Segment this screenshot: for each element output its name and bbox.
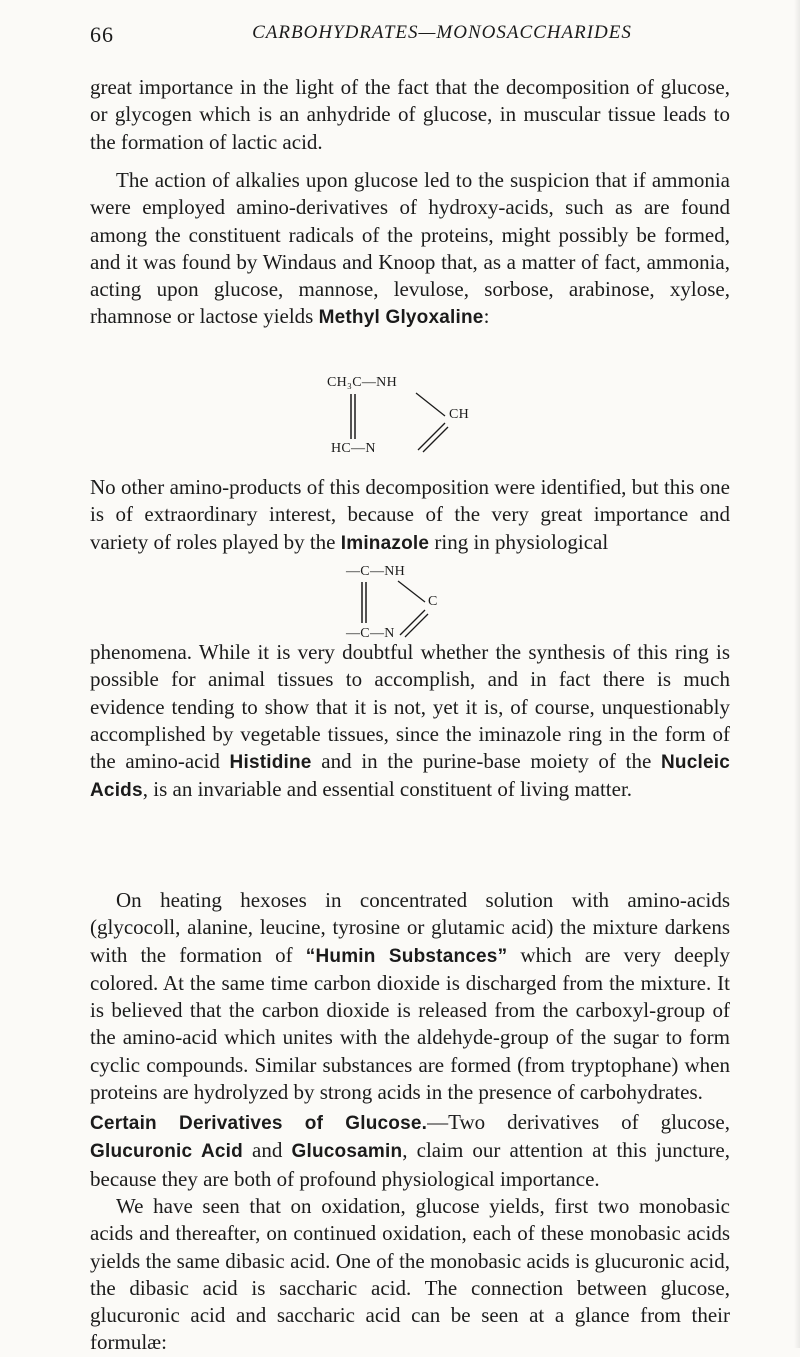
paragraph-6-dash: —Two derivatives of glucose, <box>427 1110 730 1134</box>
paragraph-5 <box>90 887 730 1106</box>
paragraph-2 <box>90 167 730 332</box>
paragraph-1 <box>90 74 730 156</box>
formula-1-right: CH <box>449 407 470 422</box>
paragraph-5-after: which are very deeply colored. At the same time carbon dioxide is discharged from the mixture. It is believed that the carbon dioxide is released from the carboxyl-group of the amino-acid which unites with the aldehyde-group of the sugar to form cyclic compounds. Similar substances are formed (from tryptophane) when proteins are hydrolyzed by strong acids in the presence of carbohydrates. <box>90 942 730 1105</box>
page-number: 66 <box>90 22 114 47</box>
term-humin-substances: “Humin Substances” <box>305 945 508 967</box>
methyl-glyoxaline-formula <box>327 376 547 480</box>
formula-1-bonds <box>327 376 547 480</box>
paragraph-5-before: On heating hexoses in concentrated solution with amino-acids (glycocoll, alanine, leucine, tyrosine or glutamic acid) the mixture darkens with the formation of <box>90 888 730 967</box>
term-glucosamin: Glucosamin <box>291 1141 403 1163</box>
scan-edge-shadow <box>794 0 800 1348</box>
paragraph-6 <box>90 1109 730 1193</box>
paragraph-2-before: The action of alkalies upon glucose led to the suspicion that if ammonia were employed amino-derivatives of hydroxy-acids, such as are found among the constituent radicals of the proteins, might possibly be formed, and it was found by Windaus and Knoop that, as a matter of fact, ammonia, acting upon glucose, mannose, levulose, sorbose, arabinose, xylose, rhamnose or lactose yields <box>90 168 730 329</box>
paragraph-4 <box>90 639 730 805</box>
section-heading: Certain Derivatives of Glucose. <box>90 1113 428 1134</box>
formula-1-top: CH₃C—NH <box>327 375 397 390</box>
paragraph-3-after: ring in physiological <box>429 529 609 554</box>
paragraph-4-before: phenomena. While it is very doubtful whether the synthesis of this ring is possible for animal tissues to accomplish, and in fact there is much evidence tending to show that it is not, yet it is, of course, unquestionably accomplished by vegetable tissues, since the iminazole ring in the form of the amino-acid <box>90 640 730 774</box>
paragraph-7-text: We have seen that on oxidation, glucose yields, first two monobasic acids and thereafter, on continued oxidation, each of these monobasic acids yields the same dibasic acid. One of the monobasic acids is glucuronic acid, the dibasic acid is saccharic acid. The connection between glucose, glucuronic acid and saccharic acid can be seen at a glance from their formulæ: <box>90 1194 730 1355</box>
term-iminazole: Iminazole <box>340 532 430 554</box>
running-title: CARBOHYDRATES—MONOSACCHARIDES <box>252 22 632 43</box>
term-histidine: Histidine <box>229 752 312 774</box>
formula-2-top: —C—NH <box>346 564 406 579</box>
paragraph-7 <box>90 1193 730 1357</box>
paragraph-2-after: : <box>483 304 490 329</box>
term-glucuronic-acid: Glucuronic Acid <box>90 1141 243 1163</box>
paragraph-6-after: , claim our attention at this juncture, because they are both of profound physiological importance. <box>90 1138 730 1191</box>
running-head <box>0 22 800 54</box>
paragraph-3-before: No other amino-products of this decomposition were identified, but this one is of extraordinary interest, because of the very great importance and variety of roles played by the <box>90 475 730 554</box>
formula-2-bottom: —C—N <box>346 626 395 641</box>
paragraph-1-text: great importance in the light of the fact that the decomposition of glucose, or glycogen which is an anhydride of glucose, in muscular tissue leads to the formation of lactic acid. <box>90 75 730 154</box>
term-nucleic-acids: Nucleic Acids <box>90 752 730 802</box>
paragraph-4-after: , is an invariable and essential constituent of living matter. <box>142 777 633 802</box>
term-methyl-glyoxaline: Methyl Glyoxaline <box>318 307 484 329</box>
paragraph-3 <box>90 474 730 557</box>
paragraph-6-middle: and <box>242 1138 292 1163</box>
formula-1-bottom: HC—N <box>331 441 376 456</box>
formula-2-right: C <box>428 594 438 609</box>
paragraph-4-middle: and in the purine-base moiety of the <box>311 749 661 774</box>
